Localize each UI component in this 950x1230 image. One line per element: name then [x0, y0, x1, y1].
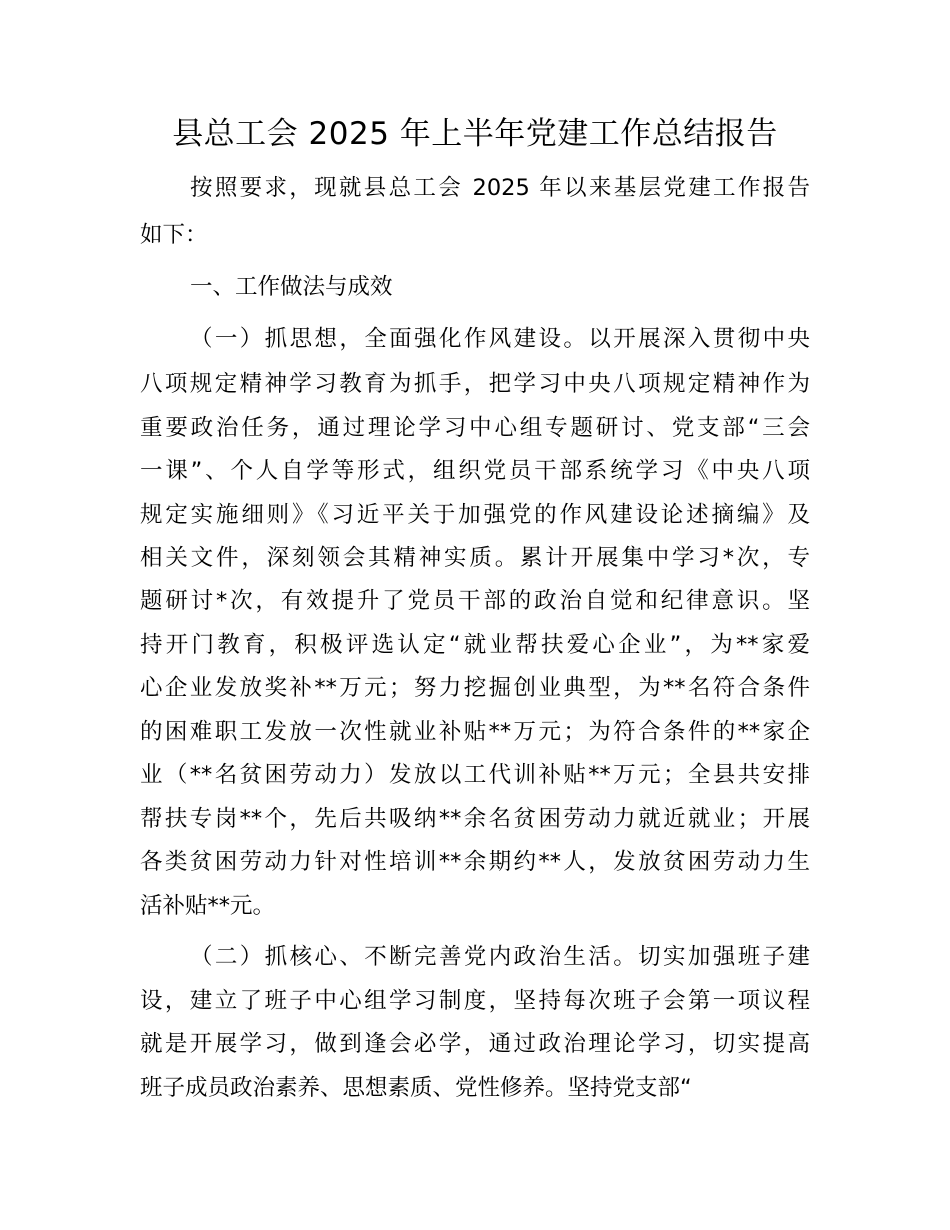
paragraph-line: 帮扶专岗**个，先后共吸纳**余名贫困劳动力就近就业；开展	[140, 806, 810, 832]
paragraph-line: （二）抓核心、不断完善党内政治生活。切实加强班子建	[190, 944, 810, 970]
paragraph-line: 业（**名贫困劳动力）发放以工代训补贴**万元；全县共安排	[140, 762, 810, 788]
intro-line: 如下：	[140, 222, 208, 248]
section-heading: 一、工作做法与成效	[190, 274, 393, 300]
paragraph-line: 班子成员政治素养、思想素质、党性修养。坚持党支部“	[140, 1075, 692, 1101]
paragraph-line: 一课”、个人自学等形式，组织党员干部系统学习《中央八项	[140, 458, 810, 484]
paragraph-line: 题研讨*次，有效提升了党员干部的政治自觉和纪律意识。坚	[140, 588, 810, 614]
paragraph-line: 相关文件，深刻领会其精神实质。累计开展集中学习*次，专	[140, 545, 810, 571]
paragraph-line: 就是开展学习，做到逢会必学，通过政治理论学习，切实提高	[140, 1031, 810, 1057]
paragraph-line: 规定实施细则》《习近平关于加强党的作风建设论述摘编》及	[140, 502, 810, 528]
paragraph-line: 的困难职工发放一次性就业补贴**万元；为符合条件的**家企	[140, 719, 810, 745]
paragraph-line: 各类贫困劳动力针对性培训**余期约**人，发放贫困劳动力生	[140, 849, 810, 875]
document-title: 县总工会 2025 年上半年党建工作总结报告	[172, 116, 778, 152]
intro-line: 按照要求，现就县总工会 2025 年以来基层党建工作报告	[190, 175, 810, 201]
paragraph-line: 八项规定精神学习教育为抓手，把学习中央八项规定精神作为	[140, 371, 810, 397]
paragraph-line: 重要政治任务，通过理论学习中心组专题研讨、党支部“三会	[140, 415, 810, 441]
paragraph-line: 活补贴**元。	[140, 893, 276, 919]
paragraph-line: （一）抓思想，全面强化作风建设。以开展深入贯彻中央	[190, 326, 810, 352]
paragraph-line: 设，建立了班子中心组学习制度，坚持每次班子会第一项议程	[140, 988, 810, 1014]
paragraph-line: 持开门教育，积极评选认定“就业帮扶爱心企业”，为**家爱	[140, 632, 810, 658]
paragraph-line: 心企业发放奖补**万元；努力挖掘创业典型，为**名符合条件	[140, 675, 810, 701]
